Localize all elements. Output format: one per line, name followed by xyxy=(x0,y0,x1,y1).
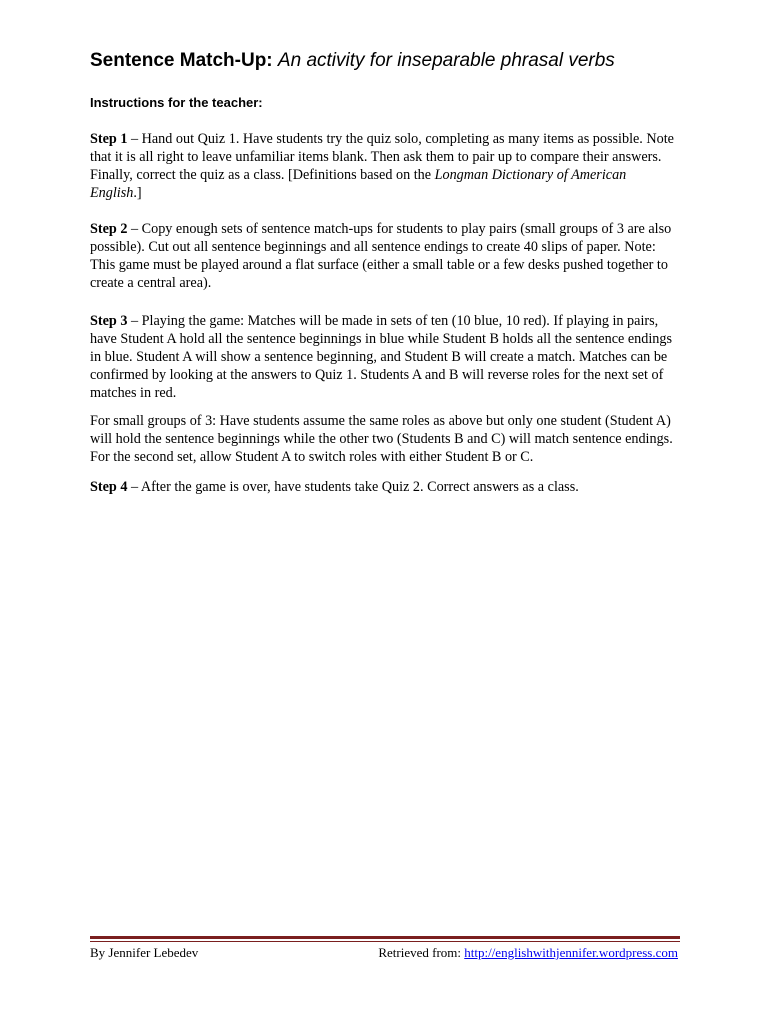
footer-retrieved xyxy=(378,944,678,962)
step-2-label: Step 2 xyxy=(90,221,128,237)
small-groups-paragraph: For small groups of 3: Have students assume the same roles as above but only one student (Student A) will hold the sentence beginnings while the other two (Students B and C) will match sentence endings. For the second set, allow Student A to switch roles with either Student B or C. xyxy=(90,413,673,465)
step-1-paragraph xyxy=(90,130,680,202)
footer-link[interactable]: http://englishwithjennifer.wordpress.com xyxy=(464,945,678,960)
step-3-text: – Playing the game: Matches will be made in sets of ten (10 blue, 10 red). If playing in pairs, have Student A hold all the sentence beginnings in blue while Student B holds all the sentence endings in blue. Student A will show a sentence beginning, and Student B will create a match. Matches can be confirmed by looking at the answers to Quiz 1. Students A and B will reverse roles for the next set of matches in red. xyxy=(90,313,672,401)
footer-divider xyxy=(90,936,680,939)
step-1-label: Step 1 xyxy=(90,131,128,147)
step-2-paragraph xyxy=(90,220,680,292)
step-1-source: Longman Dictionary of American English xyxy=(90,167,627,201)
step-1-end: .] xyxy=(133,185,142,201)
step-3-label: Step 3 xyxy=(90,313,128,329)
footer-divider-thin xyxy=(90,941,680,942)
footer-retrieved-label: Retrieved from: xyxy=(378,945,465,960)
instructions-heading: Instructions for the teacher: xyxy=(90,95,263,110)
step-2-text: – Copy enough sets of sentence match-ups for students to play pairs (small groups of 3 are also possible). Cut out all sentence beginnings and all sentence endings to create 40 slips of paper. Note: This game must be played around a flat surface (either a small table or a few desks pushed together to create a central area). xyxy=(90,221,672,291)
step-4-label: Step 4 xyxy=(90,479,128,495)
step-3-paragraph xyxy=(90,312,680,402)
title-main: Sentence Match-Up: xyxy=(90,50,273,71)
step-1-text: – Hand out Quiz 1. Have students try the quiz solo, completing as many items as possible. Note that it is all right to leave unfamiliar items blank. Then ask them to pair up to compare their answers. Finally, correct the quiz as a class. [Definitions based on the xyxy=(90,131,674,183)
title-subtitle: An activity for inseparable phrasal verbs xyxy=(277,50,615,71)
footer-author: By Jennifer Lebedev xyxy=(90,945,199,960)
page-title xyxy=(90,48,710,74)
step-4-paragraph xyxy=(90,478,680,496)
step-4-text: – After the game is over, have students take Quiz 2. Correct answers as a class. xyxy=(127,479,579,495)
